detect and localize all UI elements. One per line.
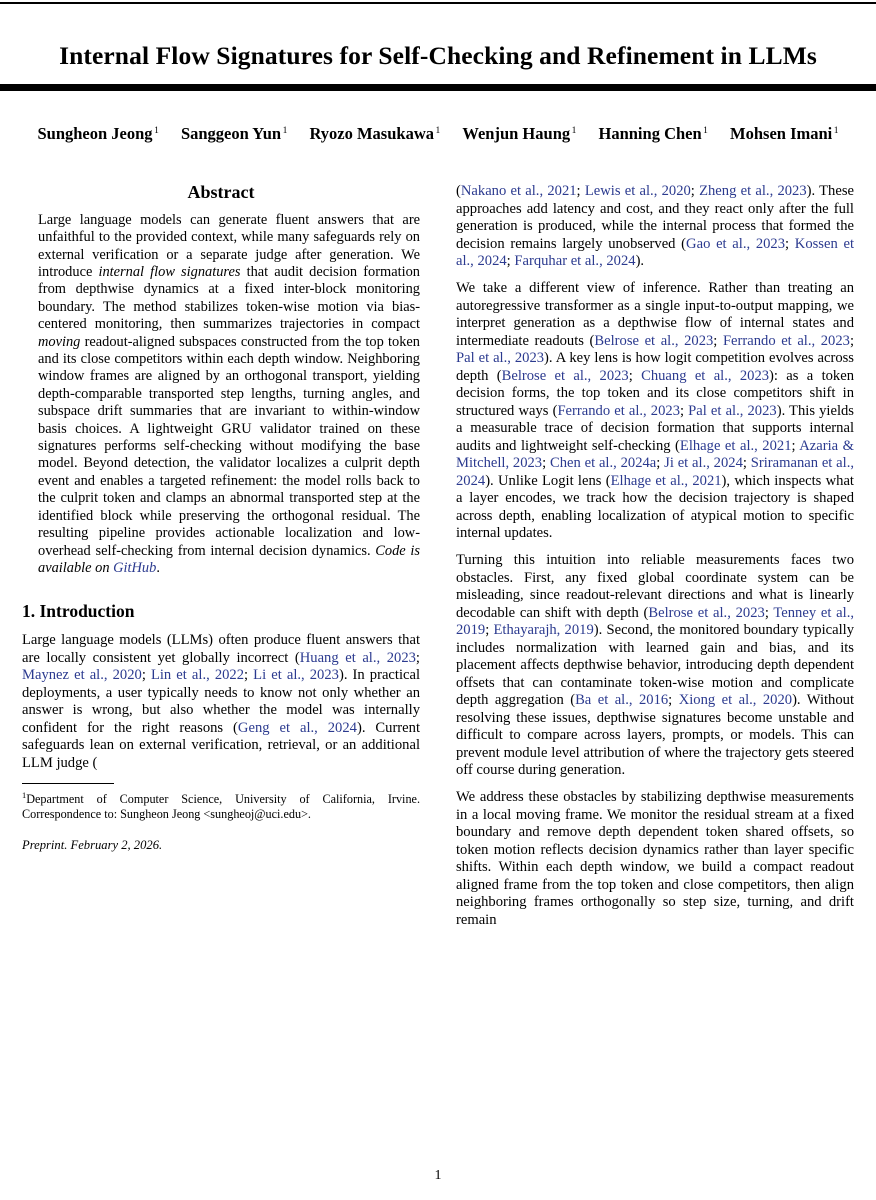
page-title: Internal Flow Signatures for Self-Checking and Refinement in LLMs	[59, 41, 817, 71]
author-affiliation-marker: 1	[282, 125, 288, 136]
citation-link[interactable]: Farquhar et al., 2024	[514, 253, 636, 269]
intro-text-2: ;	[415, 649, 420, 666]
citation-link[interactable]: Maynez et al., 2020	[22, 667, 142, 684]
p2-text-13: ). Unlike Logit lens (	[485, 472, 611, 489]
citation-link[interactable]: Pal et al., 2023	[456, 350, 545, 366]
author-entry	[181, 124, 287, 143]
p3-text-6: ). Without resolving these issues, depthwise signatures become unstable and difficult to compare across layers, prompts, or models. This can prevent module level attribution of where the trajectory gets steered off course during generation.	[456, 692, 854, 778]
citation-link[interactable]: Gao et al., 2023	[686, 235, 786, 252]
footnote-text: Department of Computer Science, University of California, Irvine. Correspondence to: Sungheon Jeong <sungheoj@uci.edu>.	[22, 792, 420, 822]
github-link[interactable]: GitHub	[113, 559, 157, 576]
citation-link[interactable]: Chuang et al., 2023	[641, 367, 770, 384]
citation-link[interactable]: Belrose et al., 2023	[501, 367, 629, 384]
citation-link[interactable]: Elhage et al., 2021	[610, 472, 722, 489]
intro-text-5: ). In practical deployments, a user typically needs to know not only whether an answer is wrong, but also whether the model was internally confident for the right reasons (	[22, 667, 421, 736]
p2-text-5: ;	[628, 367, 642, 384]
column-left	[22, 183, 420, 854]
paragraph-intro-3	[456, 552, 854, 780]
footnote-marker: 1	[22, 791, 27, 801]
citation-link[interactable]: Lewis et al., 2020	[584, 183, 691, 199]
footnote-affiliation	[22, 789, 420, 821]
p2-text-10: ;	[542, 455, 550, 471]
p3-text-2: ;	[764, 604, 774, 621]
citation-link[interactable]: Pal et al., 2023	[688, 402, 777, 419]
abstract-emphasis-1: internal flow signatures	[98, 264, 241, 281]
intro-text-3: ). These approaches add latency and cost, and they react only after the full generation is produced, while the internal process that formed the decision remains largely unobserved (	[456, 183, 854, 252]
p2-text-8: ). This yields a measurable trace of decision formation that supports internal audits and lightweight self-checking (	[456, 402, 854, 454]
citation-link[interactable]: Ji et al., 2024	[664, 455, 743, 471]
section-heading-introduction: 1. Introduction	[22, 601, 135, 622]
title-divider-rule	[0, 84, 876, 91]
author-name: Ryozo Masukawa	[309, 124, 434, 143]
column-right	[456, 183, 854, 929]
citation-link[interactable]: Huang et al., 2023	[299, 649, 416, 666]
p2-text-3: ;	[849, 332, 854, 349]
citation-link[interactable]: Li et al., 2023	[253, 667, 339, 684]
intro-text-4: ;	[785, 235, 795, 252]
citation-link[interactable]: Ethayarajh, 2019	[493, 622, 594, 638]
intro-text-1: Large language models (LLMs) often produce fluent answers that are locally consistent yet globally incorrect (	[22, 632, 420, 666]
author-entry	[462, 124, 576, 143]
intro-text-2: ;	[690, 183, 700, 199]
p2-text-9: ;	[791, 437, 800, 454]
citation-link[interactable]: Belrose et al., 2023	[648, 604, 765, 621]
p2-text-4: ). A key lens is how logit competition evolves across depth (	[456, 350, 854, 384]
abstract-text-2: that audit decision formation from depthwise dynamics at a fixed inter-block monitoring boundary. The method stabilizes token-wise motion via bias-centered monitoring, then summarizes trajectories in compact	[38, 264, 420, 333]
paragraph-intro-4	[456, 789, 854, 929]
abstract-emphasis-3: Code is available on	[38, 542, 421, 576]
intro-text-6: ). Current safeguards lean on external verification, retrieval, or an additional LLM judge (	[22, 719, 420, 771]
citation-link[interactable]: Ferrando et al., 2023	[557, 402, 680, 419]
author-entry	[309, 124, 440, 143]
citation-link[interactable]: Elhage et al., 2021	[679, 437, 792, 454]
author-name: Hanning Chen	[598, 124, 702, 143]
p2-text-12: ;	[742, 455, 751, 471]
citation-link[interactable]: Ferrando et al., 2023	[722, 332, 850, 349]
author-list	[16, 124, 860, 144]
p4-text-1: We address these obstacles by stabilizing depthwise measurements in a local moving frame. We monitor the residual stream at a fixed boundary and remove depth dependent token shared offsets, so token motion reflects decision dynamics rather than layer specific shifts. Within each depth window, we build a compact readout aligned frame from the top token and close competitors, then align neighboring frames orthogonally so step size, turning, and drift remain	[456, 789, 854, 928]
author-affiliation-marker: 1	[833, 125, 839, 136]
abstract-emphasis-2: moving	[38, 333, 81, 350]
p2-text-7: ;	[680, 402, 689, 419]
citation-link[interactable]: Zheng et al., 2023	[699, 183, 807, 199]
citation-link[interactable]: Ba et al., 2016	[575, 692, 669, 708]
author-entry	[730, 124, 838, 143]
citation-link[interactable]: Sriramanan et al., 2024	[456, 455, 855, 489]
header-rule-top	[0, 2, 876, 4]
author-entry	[37, 124, 158, 143]
preprint-notice: Preprint. February 2, 2026.	[22, 837, 163, 852]
citation-link[interactable]: Xiong et al., 2020	[678, 692, 793, 708]
intro-text-4: ;	[244, 667, 254, 684]
abstract-body	[38, 212, 420, 578]
p3-text-4: ). Second, the monitored boundary typically includes normalization with learned gain and bias, and its placement affects depthwise behavior, introducing depth dependent offsets that can contaminate token-wise motion and complicate depth aggregation (	[456, 622, 854, 708]
intro-text-5: ;	[506, 253, 515, 269]
citation-link[interactable]: Tenney et al., 2019	[456, 604, 854, 638]
author-name: Sungheon Jeong	[37, 124, 153, 143]
paragraph-intro-1-continued	[456, 183, 854, 271]
p3-text-3: ;	[485, 622, 494, 638]
paragraph-intro-1	[22, 632, 420, 772]
author-affiliation-marker: 1	[154, 125, 159, 136]
abstract-text-3: readout-aligned subspaces constructed from the top token and its close competitors within each depth window. Neighboring window frames are aligned by an orthogonal transport, yielding depth-comparable transported step lengths, turning angles, and subspace drift summaries that are invariant to within-window basis choices. A lightweight GRU validator trained on these signatures performs self-checking without modifying the base model. Beyond detection, the validator localizes a culprit depth event and enables a targeted refinement: the model rolls back to the culprit token and clamps an abnormal transported step at the identified block while preserving the orthogonal residual. The resulting pipeline provides actionable localization and low-overhead self-checking from internal decision dynamics.	[38, 333, 420, 559]
citation-link[interactable]: Azaria & Mitchell, 2023	[456, 437, 855, 471]
p3-text-5: ;	[668, 692, 679, 708]
author-affiliation-marker: 1	[435, 125, 441, 136]
intro-text-6: ).	[635, 253, 645, 269]
citation-link[interactable]: Belrose et al., 2023	[594, 332, 714, 349]
citation-link[interactable]: Kossen et al., 2024	[456, 235, 855, 269]
author-name: Sanggeon Yun	[180, 124, 282, 143]
author-name: Wenjun Haung	[462, 124, 571, 143]
author-affiliation-marker: 1	[571, 125, 577, 136]
intro-text-1: ;	[576, 183, 585, 199]
citation-link[interactable]: Chen et al., 2024a	[549, 455, 657, 471]
intro-text-3: ;	[141, 667, 151, 684]
abstract-text-1: Large language models can generate fluent answers that are unfaithful to the provided context, while many safeguards rely on external verification or a separate judge after generation. We introduce	[38, 211, 420, 281]
abstract-text-4: .	[156, 559, 160, 576]
page-number: 1	[434, 1168, 442, 1183]
author-name: Mohsen Imani	[730, 124, 833, 143]
author-entry	[599, 124, 708, 143]
paragraph-intro-2	[456, 280, 854, 543]
p2-text-6: ): as a token decision forms, the top token and its close competitors shift in structured ways (	[456, 367, 854, 419]
p2-text-11: ;	[656, 455, 665, 471]
abstract-heading: Abstract	[187, 182, 255, 202]
p2-text-1: We take a different view of inference. Rather than treating an autoregressive transformer as a single input-to-output mapping, we interpret generation as a depthwise flow of internal states and intermediate readouts (	[456, 280, 854, 349]
citation-link[interactable]: Lin et al., 2022	[150, 667, 245, 684]
citation-link[interactable]: Nakano et al., 2021	[460, 183, 577, 199]
p3-text-1: Turning this intuition into reliable measurements faces two obstacles. First, any fixed global coordinate system can be misleading, since readout-relevant directions and what is linearly decodable can shift with depth (	[456, 552, 854, 621]
p2-text-14: ), which inspects what a layer encodes, we track how the decision trajectory is shaped across depth, enabling localization of atypical motion to specific internal updates.	[456, 472, 854, 541]
footnote-separator	[22, 783, 114, 784]
p2-text-2: ;	[713, 332, 723, 349]
citation-link[interactable]: Geng et al., 2024	[237, 719, 357, 736]
author-affiliation-marker: 1	[703, 125, 708, 136]
intro-paren-open: (	[456, 183, 461, 199]
